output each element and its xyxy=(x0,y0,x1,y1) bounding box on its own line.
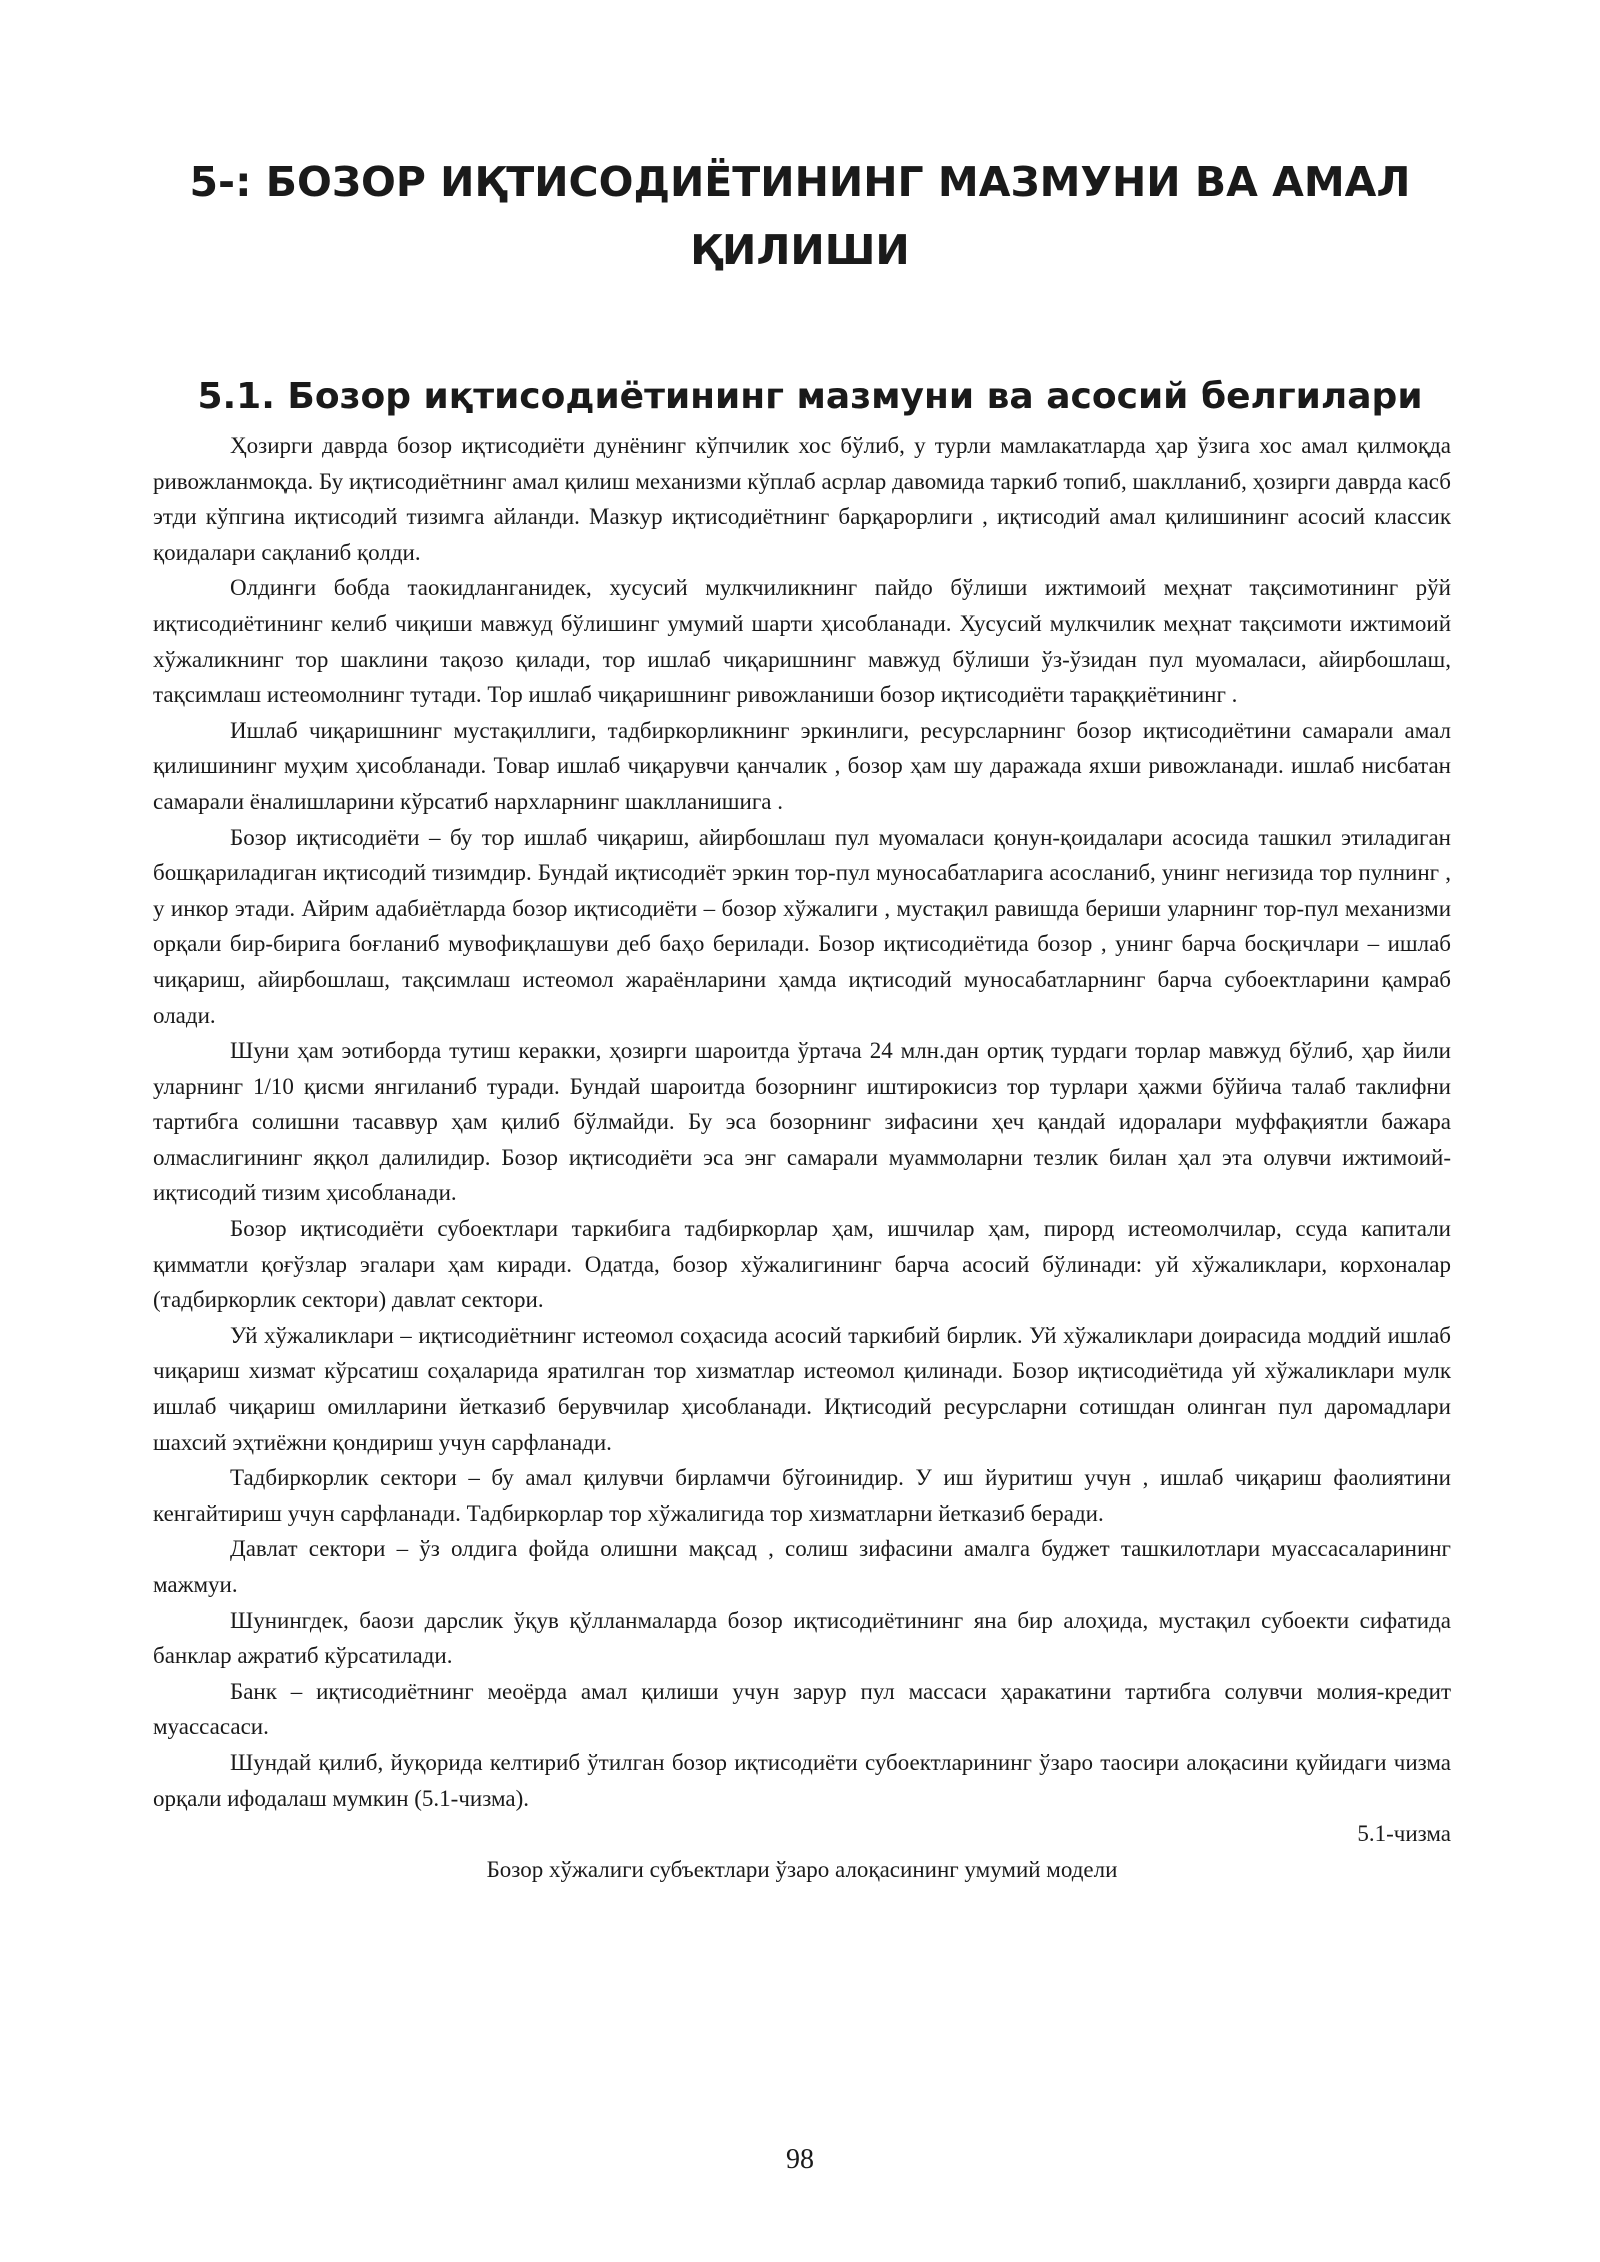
paragraph: Олдинги бобда таокидланганидек, хусусий мулкчиликнинг пайдо бўлиши ижтимоий меҳнат тақсимотининг рўй иқтисодиётининг келиб чиқиши мавжуд бўлишинг умумий шарти ҳисобланади. Хусусий мулкчилик меҳнат тақсимоти ижтимоий хўжаликнинг тор шаклини тақозо қилади, тор ишлаб чиқаришнинг мавжуд бўлиши ўз-ўзидан пул муомаласи, айирбошлаш, тақсимлаш истеомолнинг тутади. Тор ишлаб чиқаришнинг ривожланиши бозор иқтисодиёти тараққиётининг . xyxy=(153,575,1451,708)
body-text xyxy=(153,428,1451,1887)
paragraph: Банк – иқтисодиётнинг меоёрда амал қилиши учун зарур пул массаси ҳаракатини тартибга солувчи молия-кредит муассасаси. xyxy=(153,1678,1451,1740)
section-title: 5.1. Бозор иқтисодиётининг мазмуни ва асосий белгилари xyxy=(197,376,1423,417)
paragraph: Бозор иқтисодиёти – бу тор ишлаб чиқариш, айирбошлаш пул муомаласи қонун-қоидалари асосида ташкил этиладиган бошқариладиган иқтисодий тизимдир. Бундай иқтисодиёт эркин тор-пул муносабатларига асосланиб, унинг негизида тор пулнинг , у инкор этади. Айрим адабиётларда бозор иқтисодиёти – бозор хўжалиги , мустақил равишда бериши уларнинг тор-пул механизми орқали бир-бирига боғланиб мувофиқлашуви деб баҳо берилади. Бозор иқтисодиётида бозор , унинг барча босқичлари – ишлаб чиқариш, айирбошлаш, тақсимлаш истеомол жараёнларини ҳамда иқтисодий муносабатларнинг барча субоектларини қамраб олади. xyxy=(153,824,1451,1028)
paragraph: Шундай қилиб, йуқорида келтириб ўтилган бозор иқтисодиёти субоектларининг ўзаро таосири алоқасини қуйидаги чизма орқали ифодалаш мумкин (5.1-чизма). xyxy=(153,1749,1451,1811)
paragraph: Шуни ҳам эотиборда тутиш керакки, ҳозирги шароитда ўртача 24 млн.дан ортиқ турдаги торлар мавжуд бўлиб, ҳар йили уларнинг 1/10 қисми янгиланиб туради. Бундай шароитда бозорнинг иштирокисиз тор турлари ҳажми бўйича талаб таклифни тартибга солишни тасаввур ҳам қилиб бўлмайди. Бу эса бозорнинг зифасини ҳеч қандай идоралари муффақиятли бажара олмаслигининг яққол далилидир. Бозор иқтисодиёти эса энг самарали муаммоларни тезлик билан ҳал эта олувчи ижтимоий-иқтисодий тизим ҳисобланади. xyxy=(153,1038,1451,1206)
chapter-title: 5-: БОЗОР ИҚТИСОДИЁТИНИНГ МАЗМУНИ ВА АМАЛ ҚИЛИШИ xyxy=(189,158,1411,274)
paragraph: Давлат сектори – ўз олдига фойда олишни мақсад , солиш зифасини амалга буджет ташкилотлари муассасаларининг мажмуи. xyxy=(153,1536,1451,1597)
figure-number: 5.1-чизма xyxy=(1357,1821,1451,1847)
page-number: 98 xyxy=(786,2144,814,2175)
paragraph: Ишлаб чиқаришнинг мустақиллиги, тадбиркорликнинг эркинлиги, ресурсларнинг бозор иқтисодиётини самарали амал қилишининг муҳим ҳисобланади. Товар ишлаб чиқарувчи қанчалик , бозор ҳам шу даражада яхши ривожланади. ишлаб нисбатан самарали ёналишларини кўрсатиб нархларнинг шаклланишига . xyxy=(153,717,1451,814)
paragraph: Уй хўжаликлари – иқтисодиётнинг истеомол соҳасида асосий таркибий бирлик. Уй хўжаликлари доирасида моддий ишлаб чиқариш хизмат кўрсатиш соҳаларида яратилган тор хизматлар истеомол қилинади. Бозор иқтисодиётида уй хўжаликлари мулк ишлаб чиқариш омилларини йетказиб берувчилар ҳисобланади. Иқтисодий ресурсларни сотишдан олинган пул даромадлари шахсий эҳтиёжни қондириш учун сарфланади. xyxy=(153,1322,1451,1455)
paragraph: Шунингдек, баози дарслик ўқув қўлланмаларда бозор иқтисодиётининг яна бир алоҳида, мустақил субоекти сифатида банклар ажратиб кўрсатилади. xyxy=(153,1607,1451,1669)
figure-caption: Бозор хўжалиги субъектлари ўзаро алоқасининг умумий модели xyxy=(486,1856,1118,1882)
paragraph: Ҳозирги даврда бозор иқтисодиёти дунёнинг кўпчилик хос бўлиб, у турли мамлакатларда ҳар ўзига хос амал қилмоқда ривожланмоқда. Бу иқтисодиётнинг амал қилиш механизми кўплаб асрлар давомида таркиб топиб, шаклланиб, ҳозирги даврда касб этди кўпгина иқтисодий тизимга айланди. Мазкур иқтисодиётнинг барқарорлиги , иқтисодий амал қилишининг асосий классик қоидалари сақланиб қолди. xyxy=(153,433,1451,565)
paragraph: Бозор иқтисодиёти субоектлари таркибига тадбиркорлар ҳам, ишчилар ҳам, пирорд истеомолчилар, ссуда капитали қимматли қоғўзлар эгалари ҳам киради. Одатда, бозор хўжалигининг барча асосий бўлинади: уй хўжаликлари, корхоналар (тадбиркорлик сектори) давлат сектори. xyxy=(153,1216,1451,1313)
paragraph: Тадбиркорлик сектори – бу амал қилувчи бирламчи бўгоинидир. У иш йуритиш учун , ишлаб чиқариш фаолиятини кенгайтириш учун сарфланади. Тадбиркорлар тор хўжалигида тор хизматларни йетказиб беради. xyxy=(153,1465,1451,1526)
